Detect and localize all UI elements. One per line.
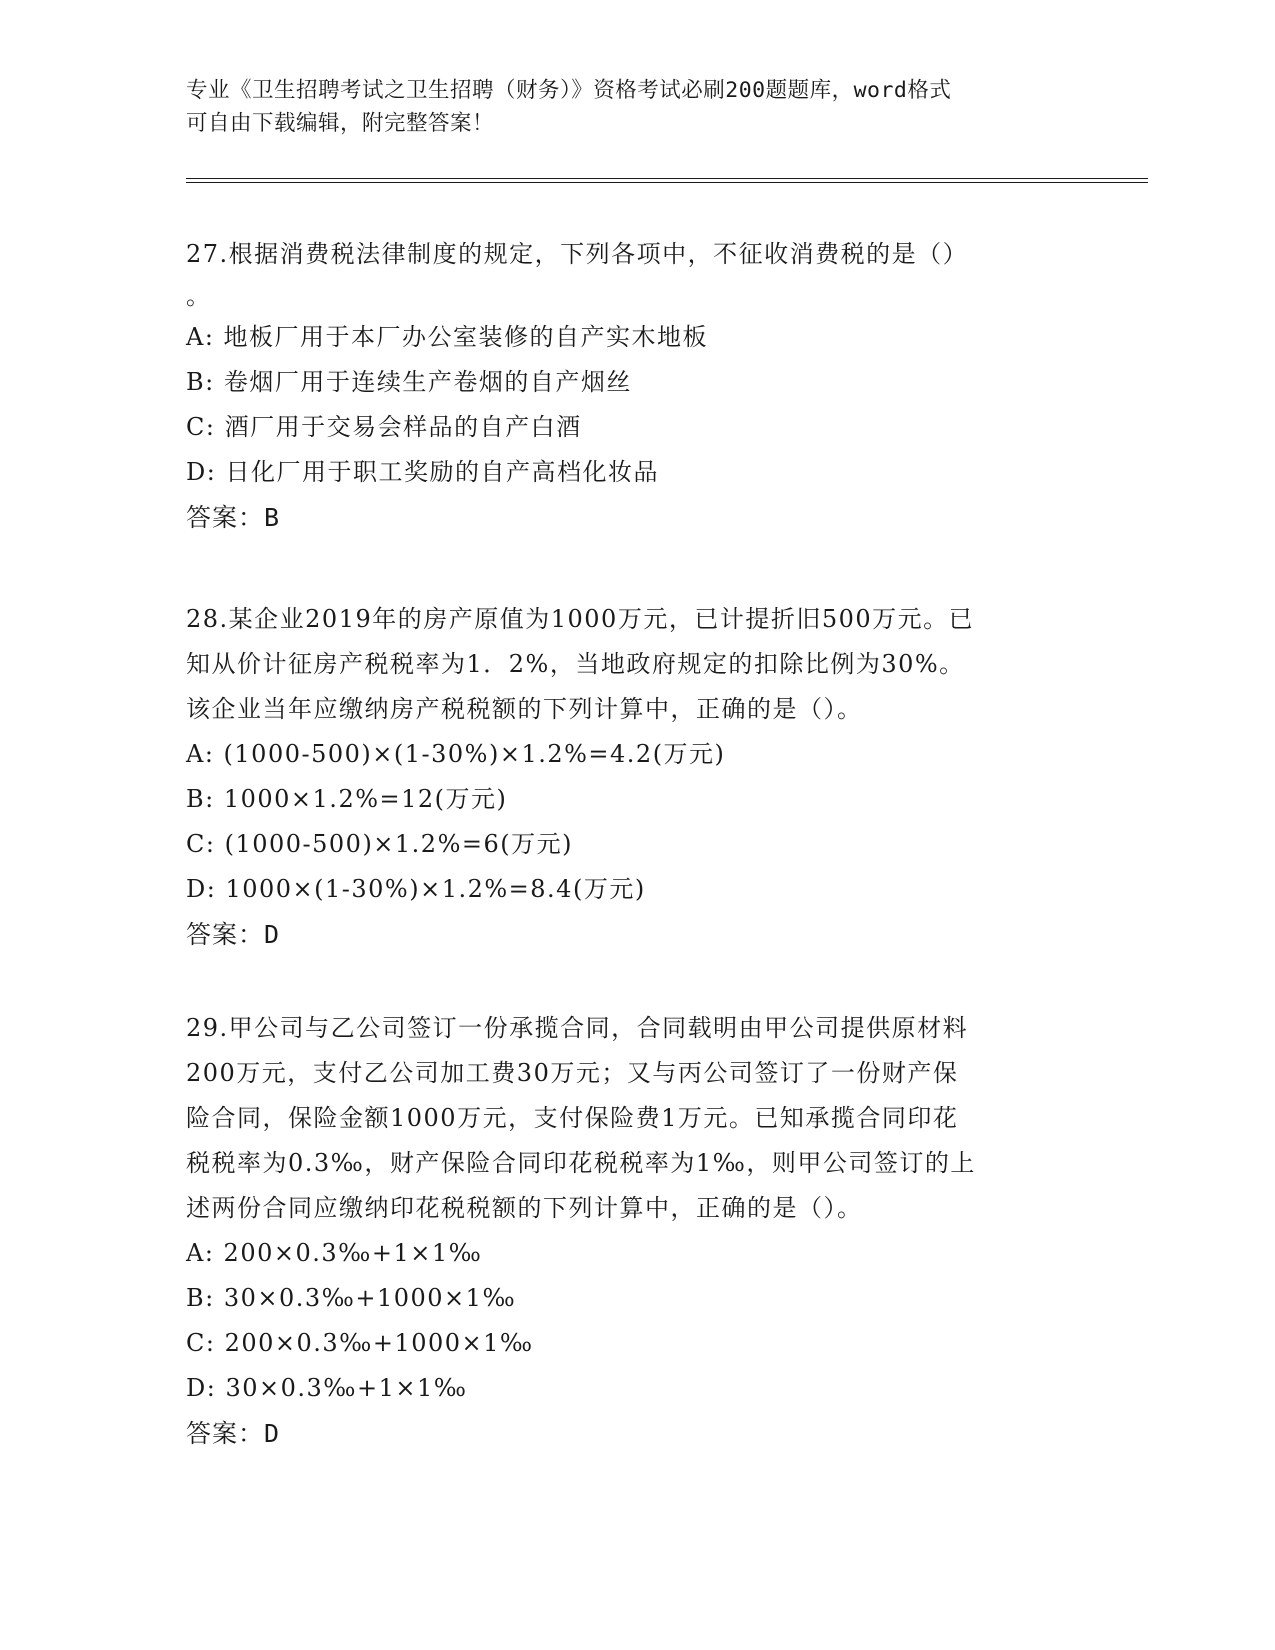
option-c: C: 200×0.3‰+1000×1‰: [186, 1329, 534, 1357]
question-stem-line: 。: [186, 282, 212, 310]
header-line-2: 可自由下载编辑，附完整答案！: [186, 111, 495, 136]
option-c: C: 酒厂用于交易会样品的自产白酒: [186, 413, 582, 441]
question-28: [186, 597, 1086, 957]
question-stem-line: 27.根据消费税法律制度的规定，下列各项中，不征收消费税的是（）: [186, 240, 969, 268]
document-header: [186, 74, 1066, 140]
header-double-rule: [186, 178, 1148, 183]
question-stem-line: 该企业当年应缴纳房产税税额的下列计算中，正确的是（）。: [186, 695, 863, 723]
question-27: [186, 232, 1086, 540]
question-stem-line: 税税率为0.3‰，财产保险合同印花税税率为1‰，则甲公司签订的上: [186, 1149, 976, 1177]
question-stem-line: 知从价计征房产税税率为1．2%，当地政府规定的扣除比例为30%。: [186, 650, 965, 678]
answer-line: 答案：D: [186, 920, 281, 949]
option-a: A: 200×0.3‰+1×1‰: [186, 1239, 483, 1267]
option-a: A: (1000-500)×(1-30%)×1.2%=4.2(万元): [186, 740, 726, 768]
question-stem-line: 28.某企业2019年的房产原值为1000万元，已计提折旧500万元。已: [186, 605, 975, 633]
option-b: B: 1000×1.2%=12(万元): [186, 785, 508, 813]
question-29: [186, 1006, 1086, 1456]
option-d: D: 1000×(1-30%)×1.2%=8.4(万元): [186, 875, 646, 903]
option-b: B: 30×0.3‰+1000×1‰: [186, 1284, 517, 1312]
question-stem-line: 200万元，支付乙公司加工费30万元；又与丙公司签订了一份财产保: [186, 1059, 959, 1087]
option-c: C: (1000-500)×1.2%=6(万元): [186, 830, 573, 858]
option-a: A: 地板厂用于本厂办公室装修的自产实木地板: [186, 323, 709, 351]
header-line-1: 专业《卫生招聘考试之卫生招聘（财务）》资格考试必刷200题题库，word格式: [186, 78, 952, 103]
option-b: B: 卷烟厂用于连续生产卷烟的自产烟丝: [186, 368, 632, 396]
answer-line: 答案：B: [186, 503, 281, 532]
question-stem-line: 述两份合同应缴纳印花税税额的下列计算中，正确的是（）。: [186, 1194, 863, 1222]
question-stem-line: 险合同，保险金额1000万元，支付保险费1万元。已知承揽合同印花: [186, 1104, 959, 1132]
question-stem-line: 29.甲公司与乙公司签订一份承揽合同，合同载明由甲公司提供原材料: [186, 1014, 969, 1042]
option-d: D: 日化厂用于职工奖励的自产高档化妆品: [186, 458, 659, 486]
option-d: D: 30×0.3‰+1×1‰: [186, 1374, 468, 1402]
answer-line: 答案：D: [186, 1419, 281, 1448]
